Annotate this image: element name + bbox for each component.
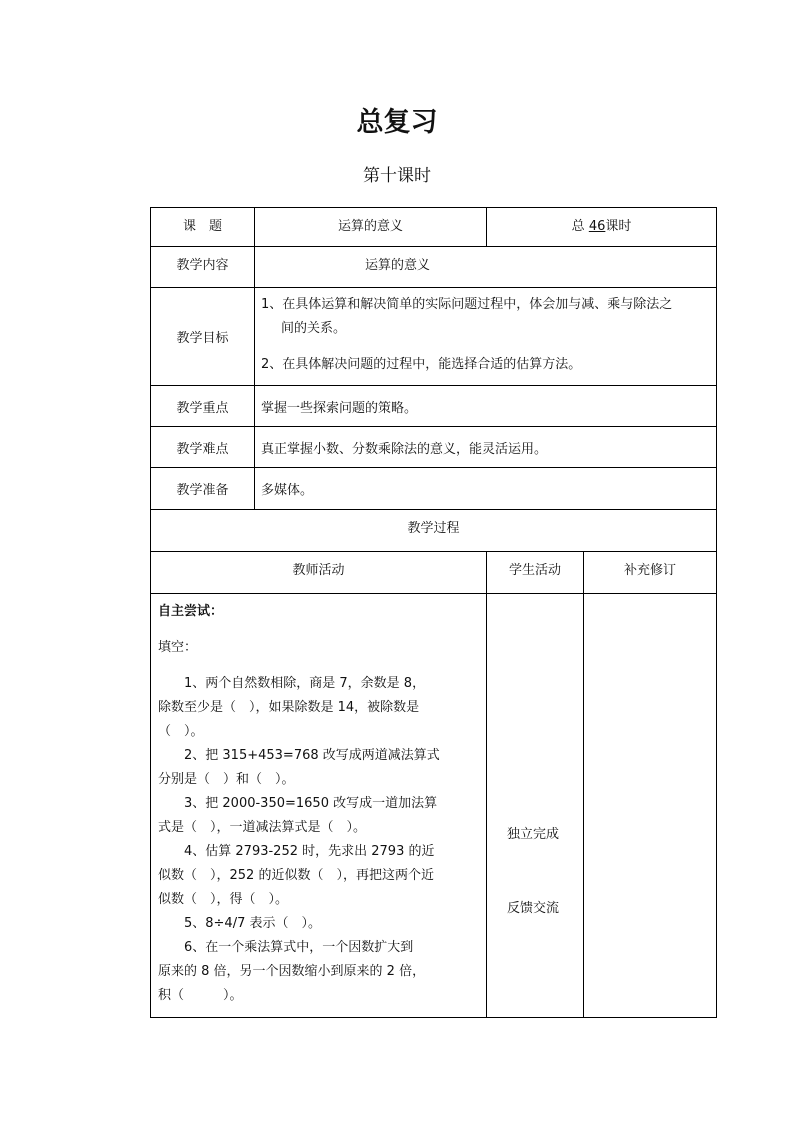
period-count (487, 208, 717, 247)
period-number: 46 (588, 219, 606, 234)
key-label: 教学重点 (151, 386, 255, 427)
question-4-line-3: 似数（ ），得（ ）。 (158, 892, 289, 907)
question-4-line-1: 4、估算 2793-252 时，先求出 2793 的近 (184, 844, 435, 859)
process-title: 教学过程 (151, 510, 717, 552)
difficulty-row (151, 427, 717, 468)
question-3-line-2: 式是（ ），一道减法算式是（ ）。 (158, 820, 367, 835)
prep-value: 多媒体。 (255, 468, 717, 510)
goal-line-1: 1、在具体运算和解决简单的实际问题过程中，体会加与减、乘与除法之 (261, 297, 673, 312)
question-5-line-1: 5、8÷4/7 表示（ ）。 (184, 916, 321, 931)
goal-label: 教学目标 (151, 288, 255, 386)
question-6-line-1: 6、在一个乘法算式中，一个因数扩大到 (184, 940, 414, 955)
content-row (151, 247, 717, 288)
period-prefix: 总 (571, 219, 585, 234)
lesson-plan-table (150, 207, 717, 1018)
student-activity (487, 594, 584, 1018)
student-activity-1: 独立完成 (507, 827, 560, 842)
difficulty-label: 教学难点 (151, 427, 255, 468)
content-label: 教学内容 (151, 247, 255, 288)
question-4-line-2: 似数（ ），252 的近似数（ ），再把这两个近 (158, 868, 434, 883)
process-title-row (151, 510, 717, 552)
revise-notes (584, 594, 717, 1018)
topic-label: 课 题 (151, 208, 255, 247)
question-2-line-2: 分别是（ ）和（ ）。 (158, 772, 295, 787)
question-1-line-1: 1、两个自然数相除，商是 7，余数是 8， (184, 676, 426, 691)
revise-column-header: 补充修订 (584, 552, 717, 594)
prep-label: 教学准备 (151, 468, 255, 510)
goal-line-3: 2、在具体解决问题的过程中，能选择合适的估算方法。 (261, 357, 582, 372)
topic-row (151, 208, 717, 247)
question-1-line-3: （ ）。 (158, 724, 204, 739)
goal-row (151, 288, 717, 386)
goal-line-2: 间的关系。 (281, 321, 347, 336)
self-try-heading: 自主尝试： (158, 604, 224, 619)
question-6-line-2: 原来的 8 倍，另一个因数缩小到原来的 2 倍， (158, 964, 426, 979)
question-6-line-3: 积（ ）。 (158, 988, 243, 1003)
process-header-row (151, 552, 717, 594)
teacher-column-header: 教师活动 (151, 552, 487, 594)
content-value: 运算的意义 (255, 247, 717, 288)
page-subtitle: 第十课时 (363, 166, 431, 186)
difficulty-value: 真正掌握小数、分数乘除法的意义，能灵活运用。 (255, 427, 717, 468)
topic-value: 运算的意义 (255, 208, 487, 247)
question-1-line-2: 除数至少是（ ），如果除数是 14，被除数是 (158, 700, 420, 715)
prep-row (151, 468, 717, 510)
key-value: 掌握一些探索问题的策略。 (255, 386, 717, 427)
page-title: 总复习 (356, 107, 438, 138)
question-3-line-1: 3、把 2000-350=1650 改写成一道加法算 (184, 796, 438, 811)
student-column-header: 学生活动 (487, 552, 584, 594)
teacher-activity (151, 594, 487, 1018)
process-body-row (151, 594, 717, 1018)
goal-value (255, 288, 717, 386)
student-activity-2: 反馈交流 (507, 901, 560, 916)
fill-label: 填空： (158, 640, 198, 655)
question-2-line-1: 2、把 315+453=768 改写成两道减法算式 (184, 748, 440, 763)
period-suffix: 课时 (605, 219, 632, 234)
key-row (151, 386, 717, 427)
